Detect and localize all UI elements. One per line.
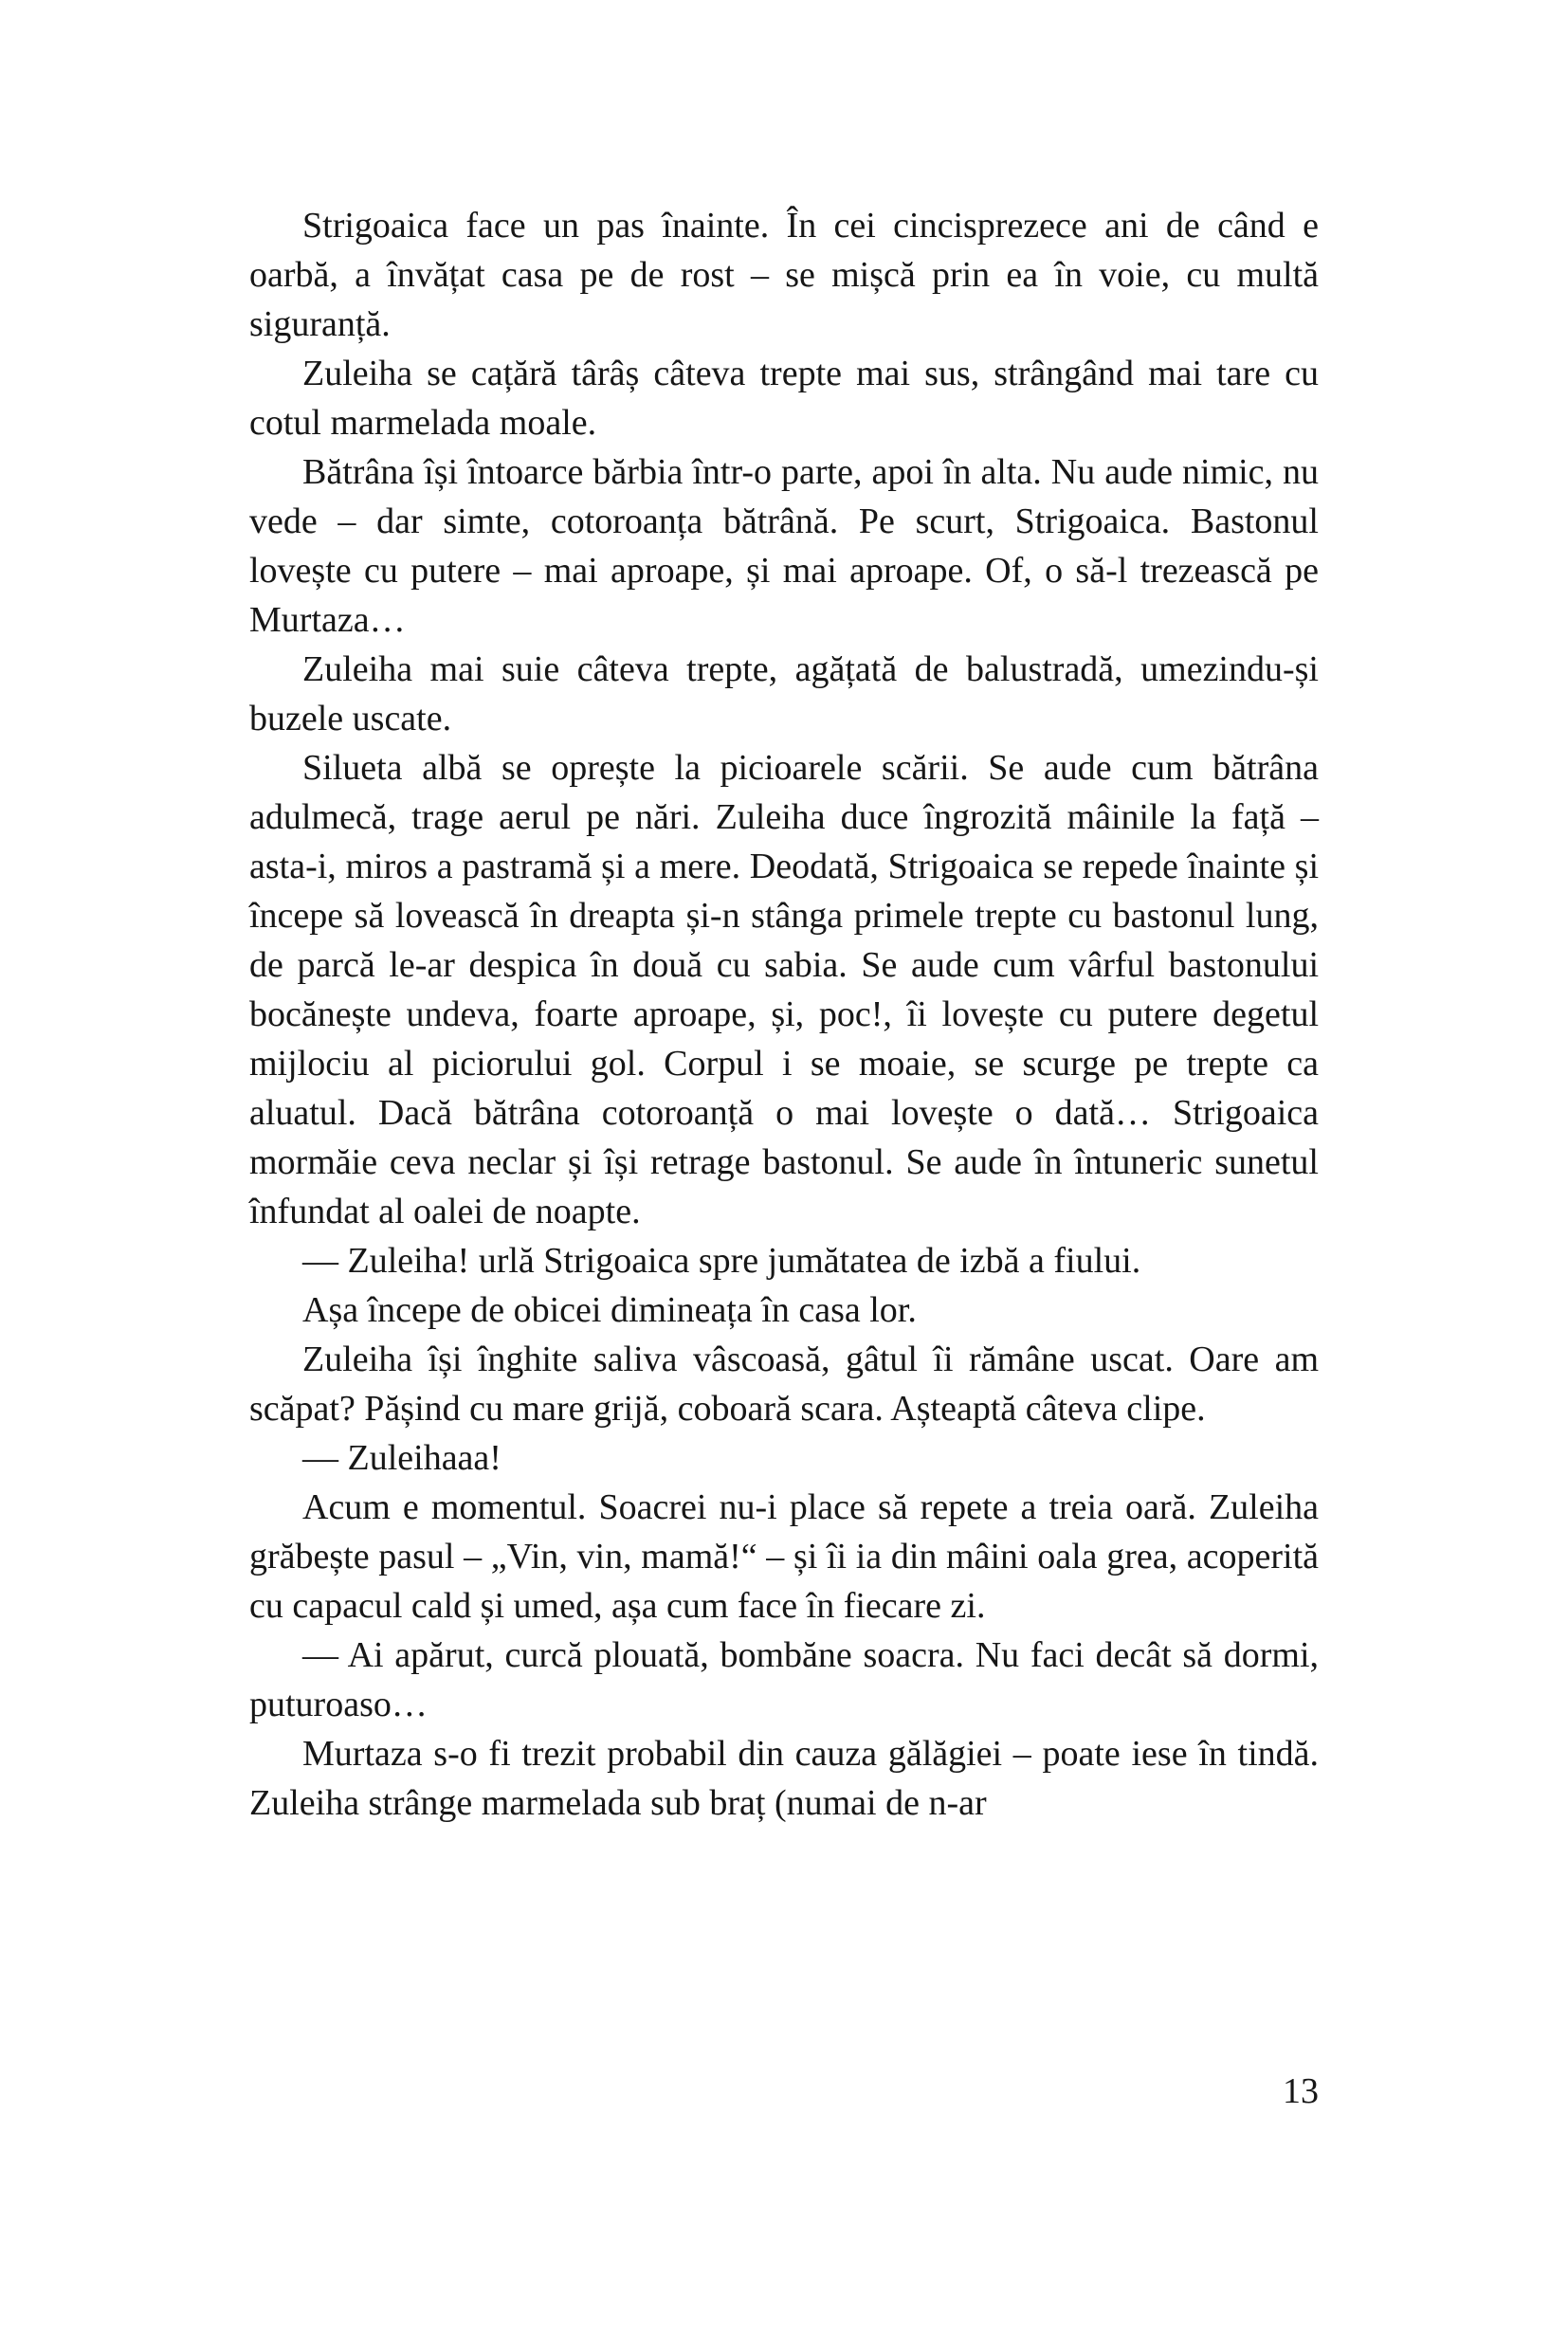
body-text: [249, 201, 1319, 1828]
paragraph: Strigoaica face un pas înainte. În cei cincisprezece ani de când e oarbă, a învățat casa pe de rost – se mișcă prin ea în voie, cu multă siguranță.: [249, 206, 1319, 344]
paragraph: Zuleiha se cațără târâș câteva trepte mai sus, strângând mai tare cu cotul marmelada moale.: [249, 354, 1319, 443]
paragraph: Zuleiha își înghite saliva vâscoasă, gâtul îi rămâne uscat. Oare am scăpat? Pășind cu mare grijă, coboară scara. Așteaptă câteva clipe.: [249, 1340, 1319, 1429]
paragraph: — Zuleiha! urlă Strigoaica spre jumătatea de izbă a fiului.: [302, 1241, 1141, 1281]
paragraph: Silueta albă se oprește la picioarele scării. Se aude cum bătrâna adulmecă, trage aerul pe nări. Zuleiha duce îngrozită mâinile la față – asta-i, miros a pastramă și a mere. Deodată, Strigoaica se repede înainte și începe să lovească în dreapta și-n stânga primele trepte cu bastonul lung, de parcă le-ar despica în două cu sabia. Se aude cum vârful bastonului bocănește undeva, foarte aproape, și, poc!, îi lovește cu putere degetul mijlociu al piciorului gol. Corpul i se moaie, se scurge pe trepte ca aluatul. Dacă bătrâna cotoroanță o mai lovește o dată… Strigoaica mormăie ceva neclar și își retrage bastonul. Se aude în întuneric sunetul înfundat al oalei de noapte.: [249, 748, 1319, 1231]
page-number: 13: [1283, 2071, 1319, 2111]
paragraph: Murtaza s-o fi trezit probabil din cauza gălăgiei – poate iese în tindă. Zuleiha strânge marmelada sub braț (numai de n-ar: [249, 1734, 1319, 1823]
paragraph: Acum e momentul. Soacrei nu-i place să repete a treia oară. Zuleiha grăbește pasul – „Vin, vin, mamă!“ – și îi ia din mâini oala grea, acoperită cu capacul cald și umed, așa cum face în fiecare zi.: [249, 1487, 1319, 1626]
paragraph: — Ai apărut, curcă plouată, bombăne soacra. Nu faci decât să dormi, puturoaso…: [249, 1635, 1319, 1724]
paragraph: Bătrâna își întoarce bărbia într-o parte, apoi în alta. Nu aude nimic, nu vede – dar simte, cotoroanța bătrână. Pe scurt, Strigoaica. Bastonul lovește cu putere – mai aproape, și mai aproape. Of, o să-l trezească pe Murtaza…: [249, 452, 1319, 640]
paragraph: Zuleiha mai suie câteva trepte, agățată de balustradă, umezindu-și buzele uscate.: [249, 649, 1319, 738]
paragraph: Așa începe de obicei dimineața în casa lor.: [302, 1290, 917, 1330]
paragraph: — Zuleihaaa!: [302, 1438, 501, 1478]
